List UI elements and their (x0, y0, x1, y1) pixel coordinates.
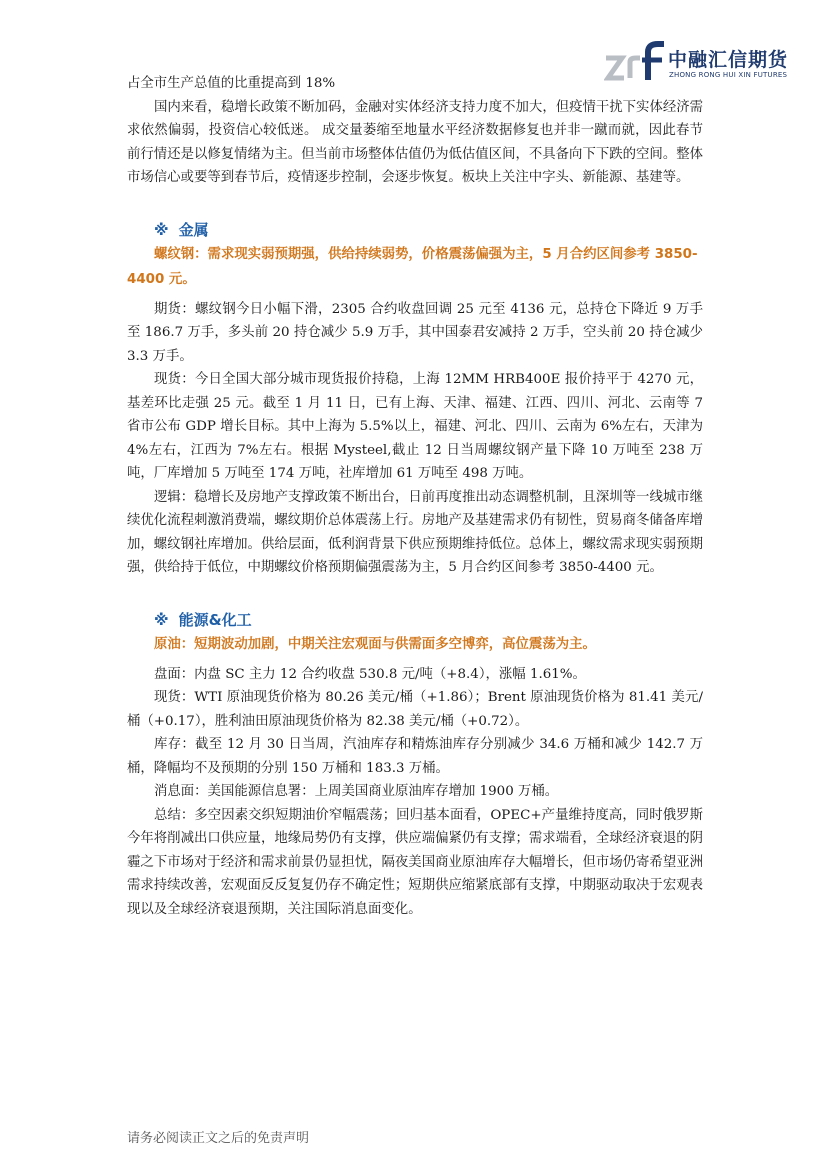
section-title-text: 金属 (178, 220, 209, 239)
document-body (127, 72, 708, 921)
crude-subtitle: 原油：短期波动加剧，中期关注宏观面与供需面多空博弈，高位震荡为主。 (154, 636, 596, 652)
rebar-spot-paragraph: 现货：今日全国大部分城市现货报价持稳，上海 12MM HRB400E 报价持平于 4270 元，基差环比走强 25 元。截至 1 月 11 日，已有上海、天津、福建、江西、四川、河北、云南等 7 省市公布 GDP 增长目标。其中上海为 5.5%以上，福建、河北、四川、云南为 6%左右，天津为 4%左右，江西为 7%左右。根据 Mysteel,截止 12 日当周螺纹钢产量下降 10 万吨至 238 万吨，厂库增加 5 万吨至 174 万吨，社库增加 61 万吨至 498 万吨。 (127, 372, 708, 481)
crude-disk-paragraph: 盘面：内盘 SC 主力 12 合约收盘 530.8 元/吨（+8.4），涨幅 1.61%。 (154, 666, 586, 682)
crude-summary-paragraph: 总结：多空因素交织短期油价窄幅震荡；回归基本面看，OPEC+产量维持度高，同时俄罗斯今年将削减出口供应量，地缘局势仍有支撑，供应端偏紧仍有支撑；需求端看，全球经济衰退的阴霾之下市场对于经济和需求前景仍显担忧，隔夜美国商业原油库存大幅增长，但市场仍寄希望亚洲需求持续改善，宏观面反反复复仍存不确定性；短期供应缩紧底部有支撑，中期驱动取决于宏观表现以及全球经济衰退预期，关注国际消息面变化。 (127, 807, 703, 917)
section-mark-icon: ※ (154, 610, 169, 629)
rebar-futures-paragraph: 期货：螺纹钢今日小幅下滑，2305 合约收盘回调 25 元至 4136 元，总持仓下降近 9 万手至 186.7 万手，多头前 20 持仓减少 5.9 万手，其中国泰君安减持 2 万手，空头前 20 持仓减少 3.3 万手。 (127, 301, 708, 364)
crude-news-paragraph: 消息面：美国能源信息署：上周美国商业原油库存增加 1900 万桶。 (154, 784, 559, 799)
logo-english-text: ZHONG RONG HUI XIN FUTURES (669, 71, 788, 79)
rebar-subtitle: 螺纹钢：需求现实弱预期强，供给持续弱势，价格震荡偏强为主，5 月合约区间参考 3850-4400 元。 (127, 246, 698, 287)
rebar-logic-paragraph: 逻辑：稳增长及房地产支撑政策不断出台，日前再度推出动态调整机制，且深圳等一线城市继续优化流程刺激消费端，螺纹期价总体震荡上行。房地产及基建需求仍有韧性，贸易商冬储备库增加，螺纹钢社库增加。供给层面，低利润背景下供应预期维持低位。总体上，螺纹需求现实弱预期强，供给持于低位，中期螺纹价格预期偏强震荡为主，5 月合约区间参考 3850-4400 元。 (127, 489, 704, 575)
section-title-energy (127, 608, 703, 632)
intro-paragraph: 国内来看，稳增长政策不断加码，金融对实体经济支持力度不加大，但疫情干扰下实体经济需求依然偏弱，投资信心较低迷。 成交量萎缩至地量水平经济数据修复也并非一蹴而就，因此春节前行情还是以修复情绪为主。但当前市场整体估值仍为低估值区间，不具备向下下跌的空间。整体市场信心或要等到春节后，疫情逐步控制，会逐步恢复。板块上关注中字头、新能源、基建等。 (127, 99, 704, 185)
section-mark-icon: ※ (154, 220, 169, 239)
logo-chinese-text: 中融汇信期货 (668, 49, 789, 71)
crude-spot-paragraph: 现货：WTI 原油现货价格为 80.26 美元/桶（+1.86）；Brent 原油现货价格为 81.41 美元/桶（+0.17），胜利油田原油现货价格为 82.38 美元/桶（+0.72）。 (127, 690, 703, 729)
intro-line: 占全市生产总值的比重提高到 18% (127, 76, 336, 91)
section-title-text: 能源&化工 (178, 610, 252, 629)
crude-inventory-paragraph: 库存：截至 12 月 30 日当周，汽油库存和精炼油库存分别减少 34.6 万桶和减少 142.7 万桶，降幅均不及预期的分别 150 万桶和 183.3 万桶。 (127, 737, 703, 776)
section-title-metals (127, 218, 703, 242)
footer-disclaimer: 请务必阅读正文之后的免责声明 (127, 1131, 310, 1146)
